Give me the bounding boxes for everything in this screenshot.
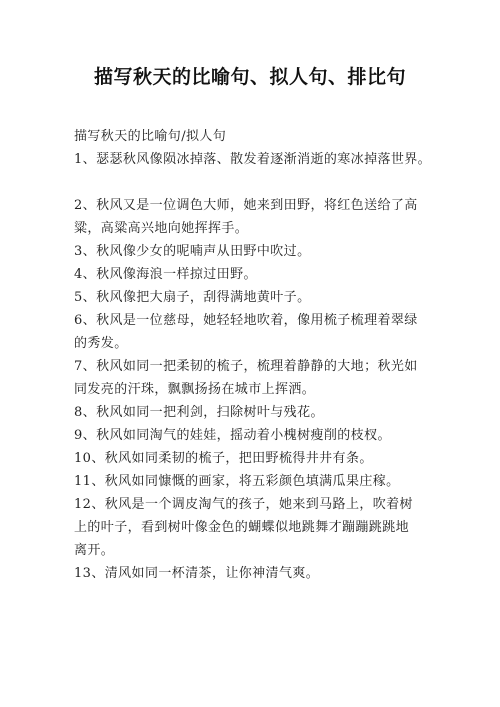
text-line: 12、秋风是一个调皮淘气的孩子，她来到马路上，吹着树 [74, 497, 413, 512]
text-line: 上的叶子，看到树叶像金色的蝴蝶似地跳舞才蹦蹦跳跳地 [74, 520, 410, 535]
text-line: 2、秋风又是一位调色大师，她来到田野，将红色送给了高 [74, 198, 418, 213]
text-line: 同发亮的汗珠，飘飘扬扬在城市上挥洒。 [74, 382, 316, 397]
section-heading: 描写秋天的比喻句/拟人句 [74, 129, 227, 144]
text-line: 3、秋风像少女的呢喃声从田野中吹过。 [74, 244, 311, 259]
document-body [74, 125, 436, 585]
text-line: 10、秋风如同柔韧的梳子，把田野梳得井井有条。 [74, 451, 373, 466]
text-line: 的秀发。 [74, 336, 128, 351]
text-line: 4、秋风像海浪一样掠过田野。 [74, 267, 257, 282]
text-line: 11、秋风如同慷慨的画家，将五彩颜色填满瓜果庄稼。 [74, 474, 400, 489]
text-line: 粱，高粱高兴地向她挥挥手。 [74, 221, 249, 236]
text-line: 9、秋风如同淘气的娃娃，摇动着小槐树瘦削的枝杈。 [74, 428, 391, 443]
text-line: 5、秋风像把大扇子，刮得满地黄叶子。 [74, 290, 311, 305]
text-line: 8、秋风如同一把利剑，扫除树叶与残花。 [74, 405, 324, 420]
page-title: 描写秋天的比喻句、拟人句、排比句 [93, 66, 406, 88]
text-line: 1、瑟瑟秋风像陨冰掉落、散发着逐渐消逝的寒冰掉落世界。 [74, 152, 432, 167]
text-line: 6、秋风是一位慈母，她轻轻地吹着，像用梳子梳理着翠绿 [74, 313, 418, 328]
text-line: 13、清风如同一杯清茶，让你神清气爽。 [74, 566, 320, 581]
blank-line [74, 171, 436, 194]
text-line: 离开。 [74, 543, 115, 558]
text-line: 7、秋风如同一把柔韧的梳子，梳理着静静的大地；秋光如 [74, 359, 418, 374]
